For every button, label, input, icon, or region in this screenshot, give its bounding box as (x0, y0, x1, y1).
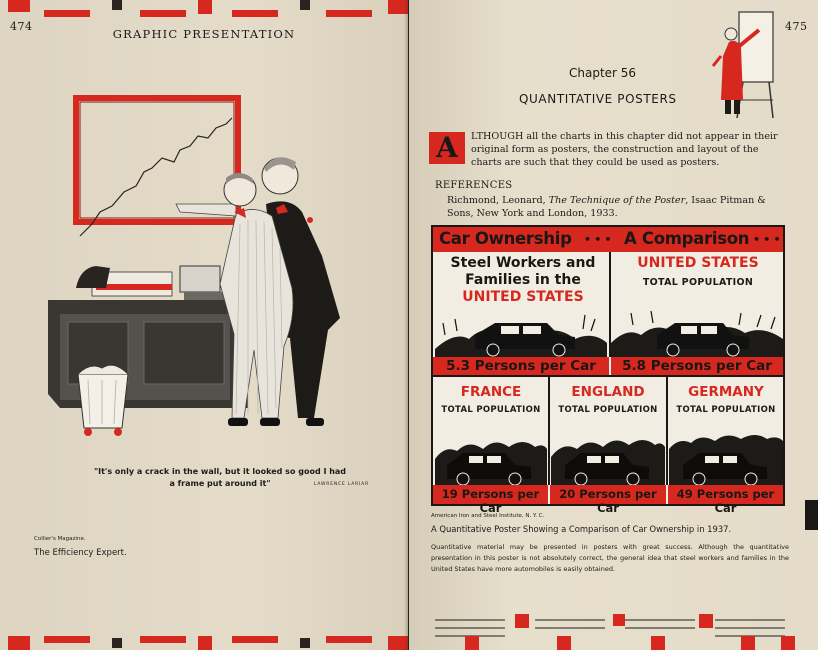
banner-right-text: A Comparison (624, 229, 750, 248)
panel-5-title: GERMANY (688, 384, 764, 400)
page-number-right: 475 (785, 20, 808, 33)
left-page (0, 0, 408, 650)
panel-5-subtitle: TOTAL POPULATION (676, 405, 776, 415)
panel-2-value-label: 5.8 Persons per Car (622, 358, 772, 374)
running-head: GRAPHIC PRESENTATION (112, 27, 296, 41)
figure-title-right: A Quantitative Poster Showing a Comparison of Car Ownership in 1937. (431, 524, 732, 534)
panel-2-subtitle: TOTAL POPULATION (642, 277, 754, 288)
panel-1-title-b: Families in the (465, 272, 581, 288)
panel-5-value-label: 49 Persons per Car (676, 487, 775, 515)
banner-left-text: Car Ownership (439, 229, 572, 248)
panel-4-subtitle: TOTAL POPULATION (558, 405, 658, 415)
panel-1-title-c: UNITED STATES (462, 289, 584, 305)
painter-illustration (707, 8, 787, 124)
page-edge-tab (805, 500, 818, 530)
chapter-title: QUANTITATIVE POSTERS (519, 92, 677, 106)
panel-2-value-bar (611, 357, 783, 375)
banner-dots-1: • • • (584, 233, 612, 246)
panel-2-car-scene (611, 309, 783, 357)
figure-title-left: The Efficiency Expert. (34, 548, 127, 558)
bottom-ornament (435, 608, 795, 650)
panel-4-car-scene (551, 431, 665, 485)
figure-description: Quantitative material may be presented in posters with great success. Although the quantitative presentation in this poster is not absolutely correct, the general idea that steel workers and families in the United States have more automobiles is easily obtained. (431, 543, 789, 573)
page-number-left: 474 (10, 20, 33, 33)
reference-entry: Richmond, Leonard, The Technique of the Poster, Isaac Pitman & Sons, New York and London, 1933. (447, 195, 766, 219)
figure-source-right: American Iron and Steel Institute, N. Y. C. (431, 513, 545, 519)
panel-4-title: ENGLAND (571, 384, 645, 400)
panel-3-value-bar (433, 485, 548, 515)
cartoon-illustration (40, 88, 380, 448)
panel-3-title: FRANCE (460, 384, 522, 400)
top-border-decoration (0, 0, 408, 14)
banner-dots-2: • • • (753, 233, 781, 246)
figure-source-left: Collier's Magazine. (34, 536, 86, 542)
panel-4-value-bar (550, 485, 666, 515)
bottom-border-decoration (0, 636, 408, 650)
panel-1-value-bar (433, 357, 609, 375)
artist-signature: LAWRENCE LARIAR (314, 482, 369, 487)
car-ownership-poster (431, 225, 785, 515)
panel-3-subtitle: TOTAL POPULATION (441, 405, 541, 415)
cartoon-caption: "It's only a crack in the wall, but it looked so good I had a frame put around it" (93, 467, 347, 488)
chapter-label: Chapter 56 (569, 66, 637, 80)
drop-cap: A (429, 132, 465, 164)
panel-1-title-a: Steel Workers and (450, 255, 596, 271)
poster-banner (433, 227, 783, 252)
panel-5-car-scene (669, 431, 783, 485)
panel-5-value-bar (668, 485, 783, 515)
panel-4-value-label: 20 Persons per Car (559, 487, 657, 515)
panel-1-value-label: 5.3 Persons per Car (446, 358, 596, 374)
panel-2-title: UNITED STATES (637, 255, 759, 271)
right-page (409, 0, 818, 650)
panel-1-car-scene (435, 309, 607, 357)
intro-paragraph: LTHOUGH all the charts in this chapter did not appear in their original form as posters, the construction and layout of the charts are such that they could be used as posters. (471, 131, 778, 168)
panel-3-car-scene (435, 431, 547, 485)
panel-3-value-label: 19 Persons per Car (441, 487, 540, 515)
references-heading: REFERENCES (435, 180, 513, 191)
